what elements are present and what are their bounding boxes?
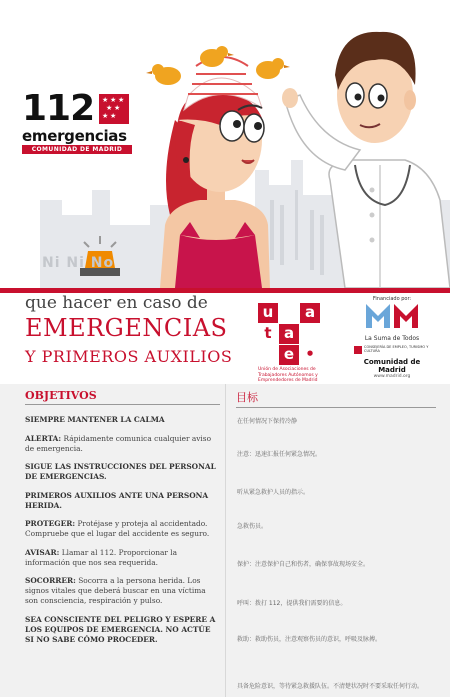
title-line-3: Y PRIMEROS AUXILIOS bbox=[25, 347, 233, 366]
chinese-heading: 目标 bbox=[236, 389, 436, 408]
title-line-2: EMERGENCIAS bbox=[25, 314, 228, 342]
funder-label: Financiado por: bbox=[372, 296, 412, 302]
logo-region: COMUNIDAD DE MADRID bbox=[22, 145, 132, 154]
chinese-line: 保护：注意保护自己和伤者，确保事故现场安全。 bbox=[237, 561, 370, 568]
chinese-column bbox=[236, 389, 436, 690]
uatae-blank bbox=[258, 345, 278, 365]
uatae-letter: u bbox=[258, 303, 278, 323]
objective-item: PROTEGER: Protéjase y proteja al accidentado. Compruebe que el lugar del accidente es seguro. bbox=[25, 519, 210, 538]
objective-item: PRIMEROS AUXILIOS ANTE UNA PERSONA HERIDA. bbox=[25, 490, 209, 510]
hero-illustration bbox=[0, 0, 450, 288]
logo-name: emergencias bbox=[22, 127, 127, 145]
logo-number: 112 bbox=[22, 88, 95, 129]
objective-item: ALERTA: Rápidamente comunica cualquier aviso de emergencia. bbox=[25, 433, 212, 453]
column-divider bbox=[225, 384, 226, 697]
protest-sign-text: Ni Ni No bbox=[42, 255, 115, 271]
objective-item: SIEMPRE MANTENER LA CALMA bbox=[25, 415, 165, 424]
spanish-column bbox=[25, 389, 220, 653]
uatae-letter: t bbox=[258, 324, 278, 344]
chinese-line: 听从紧急救护人员的指示。 bbox=[237, 489, 310, 496]
title-line-1: que hacer en caso de bbox=[25, 293, 208, 313]
emergencias-112-logo bbox=[22, 88, 132, 154]
chinese-line: 呼叫：拨打 112，提供我们需要的信息。 bbox=[237, 600, 347, 607]
chinese-line: 注意：迅速汇报任何紧急情况。 bbox=[237, 451, 322, 458]
madrid-flag-icon: ★ ★ ★ ★ ★ ★ ★ bbox=[99, 94, 129, 124]
uatae-letter: a bbox=[279, 324, 299, 344]
objective-item: SIGUE LAS INSTRUCCIONES DEL PERSONAL DE EMERGENCIAS. bbox=[25, 462, 216, 481]
funder-logo bbox=[352, 296, 432, 379]
chinese-line: 救助：救助伤员，注意观察伤员的意识，呼吸及脉搏。 bbox=[237, 636, 382, 643]
uatae-caption: Unión de Asociaciones de Trabajadores Autónomos y Emprendedores de Madrid bbox=[258, 367, 318, 383]
funder-name: Comunidad de Madrid bbox=[363, 358, 421, 374]
chinese-line: 急救伤员。 bbox=[237, 523, 268, 530]
chinese-line: 具备危险意识，等待紧急救援队伍。不清楚状况时不要采取任何行动。 bbox=[237, 683, 424, 690]
comunidad-madrid-m-icon bbox=[364, 302, 420, 330]
uatae-blank bbox=[300, 324, 320, 344]
spanish-heading: OBJETIVOS bbox=[25, 389, 220, 405]
woman-figure bbox=[160, 57, 270, 288]
chinese-line: 在任何情况下保持冷静 bbox=[237, 418, 298, 425]
funder-slogan: La Suma de Todos bbox=[364, 335, 420, 342]
uatae-letter: a bbox=[300, 303, 320, 323]
uatae-letter: e bbox=[279, 345, 299, 365]
funder-url: www.madrid.org bbox=[373, 374, 411, 379]
objective-item: AVISAR: Llamar al 112. Proporcionar la información que nos sea requerida. bbox=[25, 547, 178, 567]
consejeria-text: CONSEJERÍA DE EMPLEO, TURISMO Y CULTURA bbox=[364, 345, 429, 353]
uatae-blank bbox=[279, 303, 299, 323]
uatae-logo bbox=[258, 303, 320, 384]
objective-item: SEA CONSCIENTE DEL PELIGRO Y ESPERE A LOS EQUIPOS DE EMERGENCIA. NO ACTÚE SI NO SABE CÓMO PROCEDER. bbox=[25, 614, 216, 644]
objective-item: SOCORRER: Socorra a la persona herida. Los signos vitales que deberá buscar en una víctima son consciencia, respiración y pulso. bbox=[25, 576, 206, 605]
uatae-dots: • bbox=[300, 345, 320, 365]
consejeria-flag-icon bbox=[354, 346, 362, 354]
